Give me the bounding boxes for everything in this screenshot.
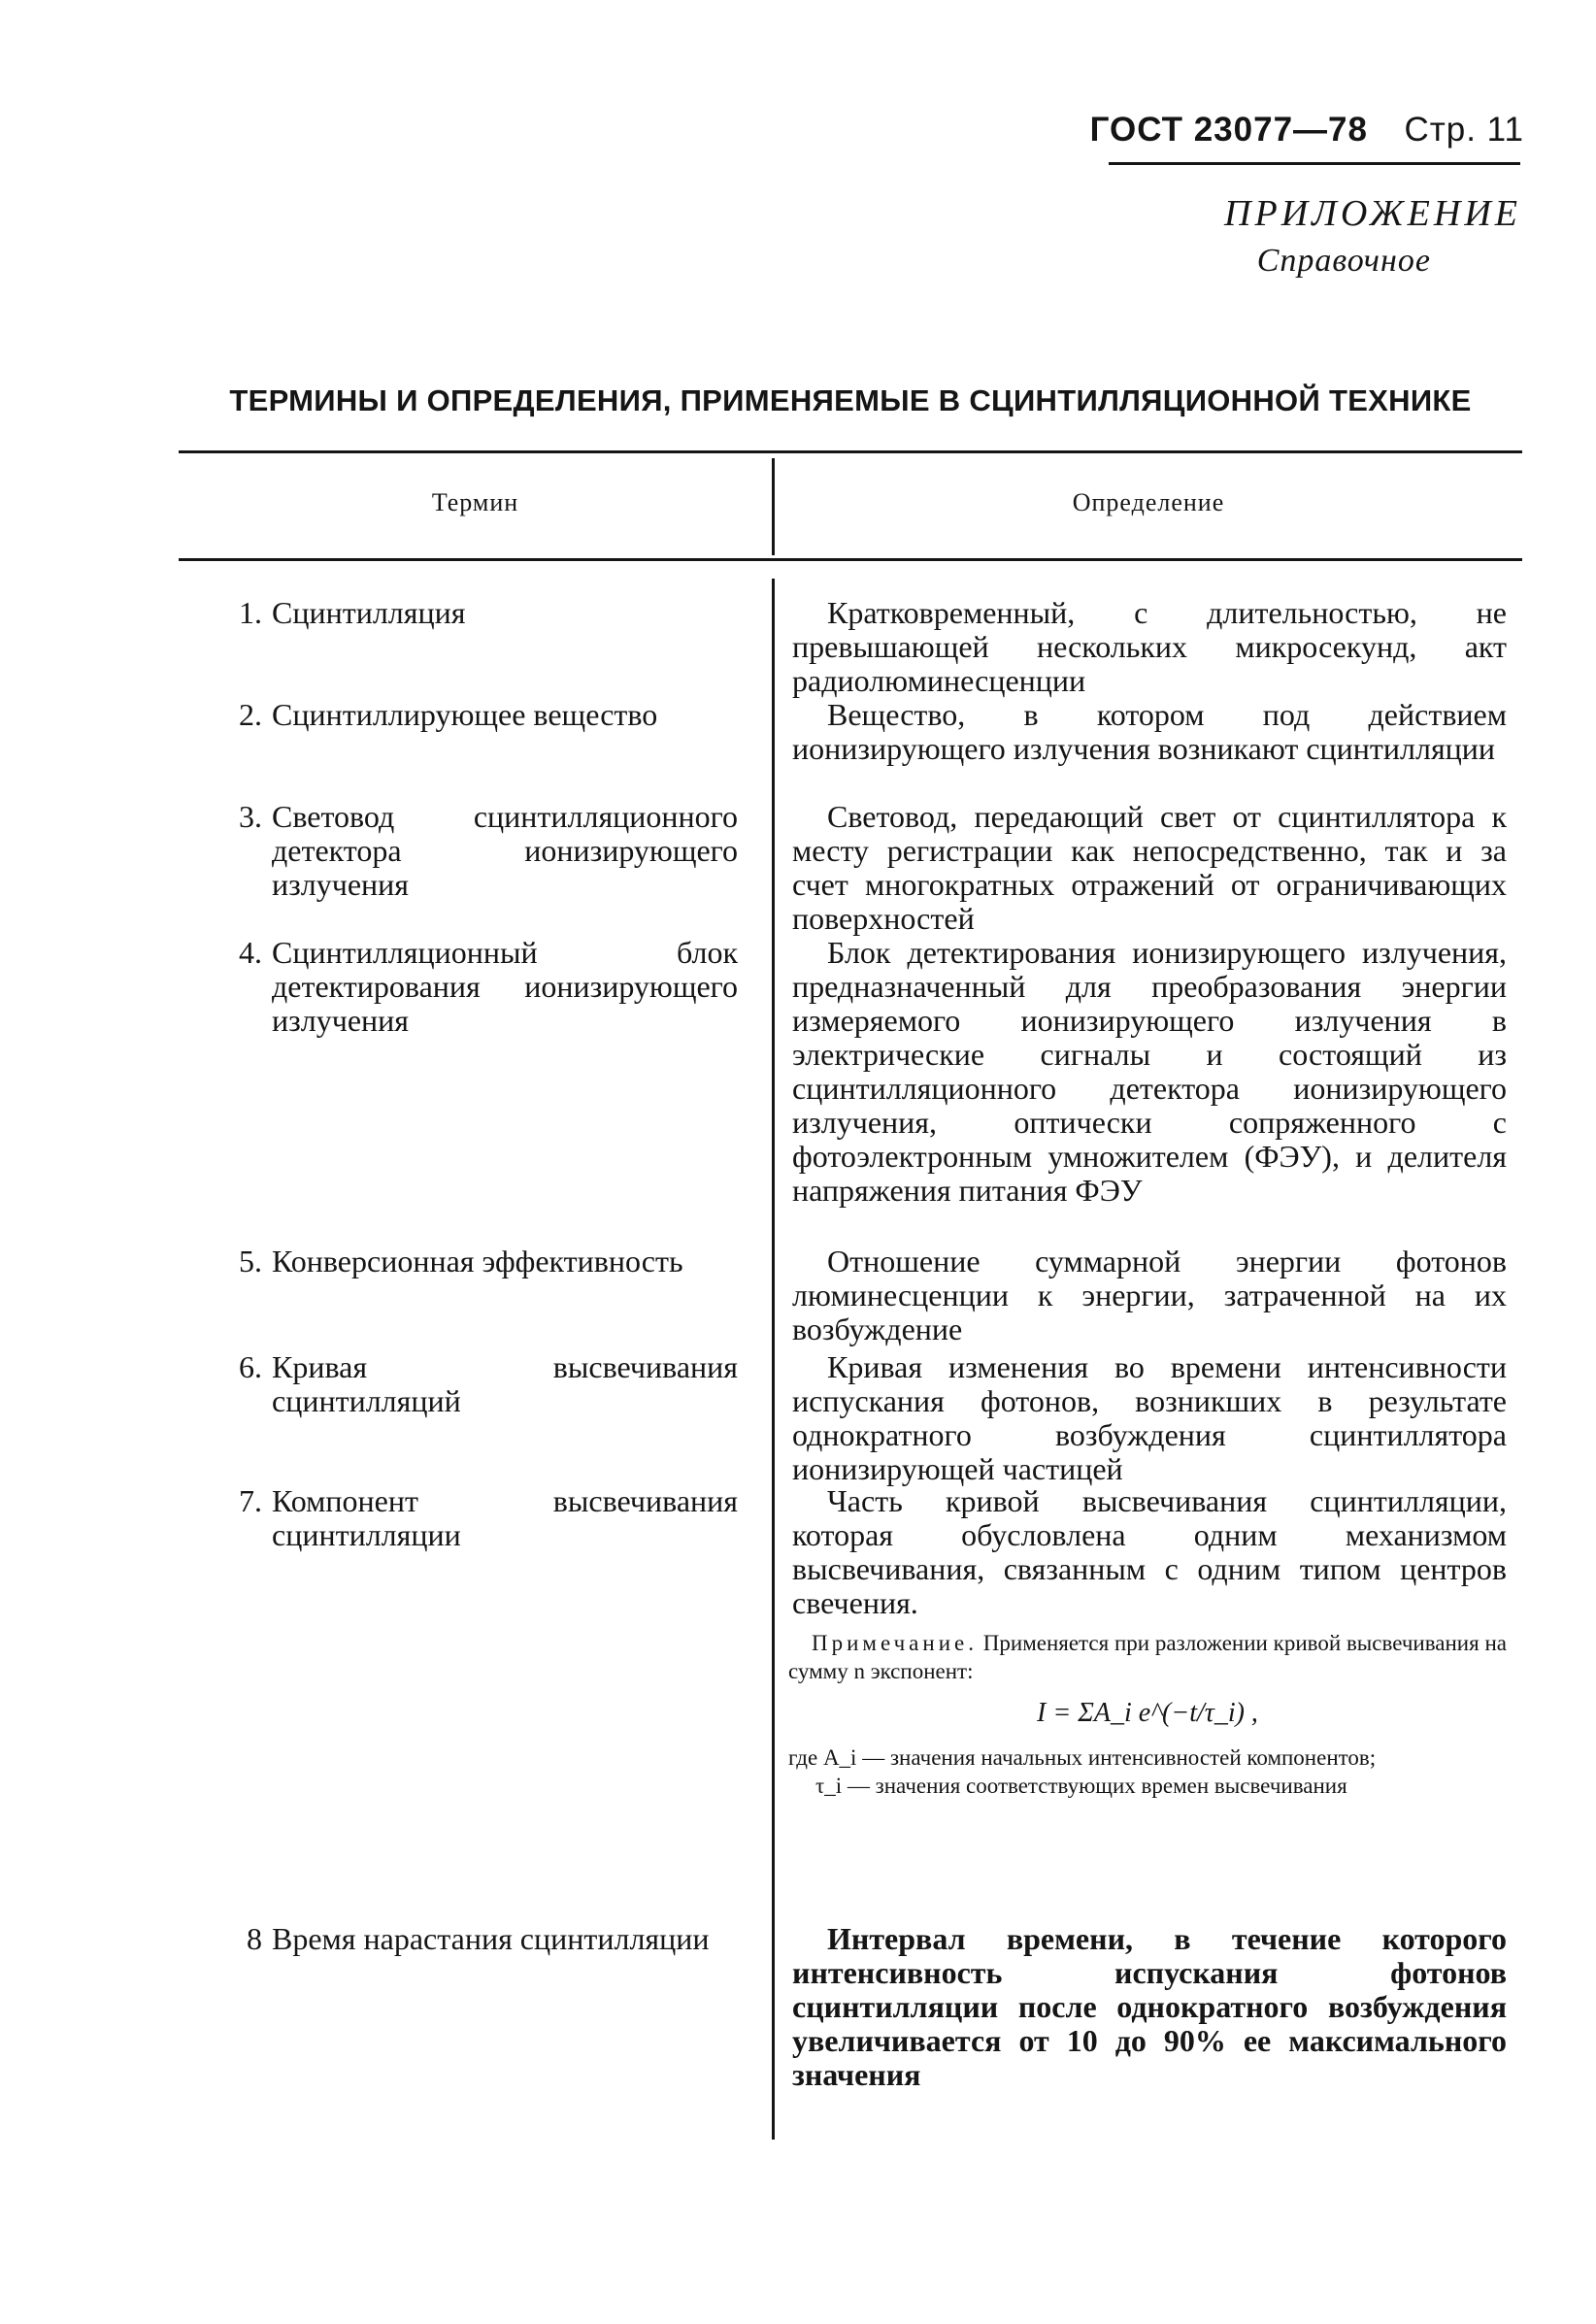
term-text: Световод сцинтилляционного детектора ионизирующего излучения xyxy=(272,799,738,902)
definition-text: Блок детектирования ионизирующего излучения, предназначенный для преобразования энергии измеряемого ионизирующего излучения в электрические сигналы и состоящий из сцинтилляционного детектора ионизирующего излучения, оптически сопряженного с фотоэлектронным умножителем (ФЭУ), и делителя напряжения питания ФЭУ xyxy=(792,935,1507,1208)
term-number: 7. xyxy=(239,1483,262,1518)
gost-number: ГОСТ 23077—78 xyxy=(1089,111,1368,149)
note-text: Применяется при разложении кривой высвечивания на сумму n экспонент: xyxy=(788,1631,1507,1683)
term-column-header: Термин xyxy=(431,488,519,516)
note-where-tau: τ_i — значения соответствующих времен высвечивания xyxy=(815,1774,1347,1798)
term-item xyxy=(214,596,738,630)
header-rule xyxy=(1109,162,1520,165)
column-divider xyxy=(772,579,775,2140)
term-item xyxy=(214,698,738,732)
note-intro xyxy=(788,1629,1507,1685)
term-item xyxy=(214,1245,738,1278)
term-item xyxy=(214,1484,738,1552)
term-item xyxy=(214,936,738,1038)
term-text: Сцинтиллирующее вещество xyxy=(272,697,658,732)
term-text: Конверсионная эффективность xyxy=(272,1244,683,1278)
term-number: 4. xyxy=(239,935,262,970)
definition-text: Интервал времени, в течение которого интенсивность испускания фотонов сцинтилляции после однократного возбуждения увеличивается от 10 до 90% ее максимального значения xyxy=(792,1921,1507,2092)
term-text: Сцинтилляционный блок детектирования ионизирующего излучения xyxy=(272,935,738,1038)
term-text: Компонент высвечивания сцинтилляции xyxy=(272,1483,738,1552)
note-where-a: где A_i — значения начальных интенсивностей компонентов; xyxy=(788,1745,1377,1770)
term-number: 1. xyxy=(239,595,262,630)
definition-text: Отношение суммарной энергии фотонов люминесценции к энергии, затраченной на их возбуждение xyxy=(792,1244,1507,1346)
term-number: 3. xyxy=(239,799,262,834)
definition-text: Световод, передающий свет от сцинтиллятора к месту регистрации как непосредственно, так и за счет многократных отражений от ограничивающих поверхностей xyxy=(792,799,1507,936)
term-text: Сцинтилляция xyxy=(272,595,466,630)
definition-text: Вещество, в котором под действием ионизирующего излучения возникают сцинтилляции xyxy=(792,697,1507,766)
term-item xyxy=(214,1922,738,1956)
term-text: Кривая высвечивания сцинтилляций xyxy=(272,1349,738,1418)
table-top-rule xyxy=(179,450,1522,453)
term-number: 8 xyxy=(247,1921,262,1956)
term-item xyxy=(214,800,738,902)
note-label: Примечание. xyxy=(812,1631,978,1655)
definition-column-header: Определение xyxy=(1072,488,1225,516)
term-item xyxy=(214,1350,738,1418)
definition-text: Часть кривой высвечивания сцинтилляции, которая обусловлена одним механизмом высвечивания, связанным с одним типом центров свечения. xyxy=(792,1483,1507,1620)
page-header xyxy=(1090,111,1524,149)
term-number: 5. xyxy=(239,1244,262,1278)
term-number: 2. xyxy=(239,697,262,732)
appendix-title: ПРИЛОЖЕНИЕ xyxy=(1224,193,1521,234)
appendix-subtitle: Справочное xyxy=(1256,243,1431,279)
term-text: Время нарастания сцинтилляции xyxy=(272,1921,710,1956)
table-header-rule xyxy=(179,558,1522,561)
decay-formula: I = ΣA_i e^(−t/τ_i) , xyxy=(1037,1698,1258,1728)
term-number: 6. xyxy=(239,1349,262,1384)
definition-note xyxy=(788,1629,1507,1800)
definition-text: Кратковременный, с длительностью, не превышающей нескольких микросекунд, акт радиолюминесценции xyxy=(792,595,1507,698)
document-title: ТЕРМИНЫ И ОПРЕДЕЛЕНИЯ, ПРИМЕНЯЕМЫЕ В СЦИНТИЛЛЯЦИОННОЙ ТЕХНИКЕ xyxy=(229,383,1472,417)
definition-text: Кривая изменения во времени интенсивности испускания фотонов, возникших в результате однократного возбуждения сцинтиллятора ионизирующей частицей xyxy=(792,1349,1507,1486)
page-number: Стр. 11 xyxy=(1404,111,1524,149)
